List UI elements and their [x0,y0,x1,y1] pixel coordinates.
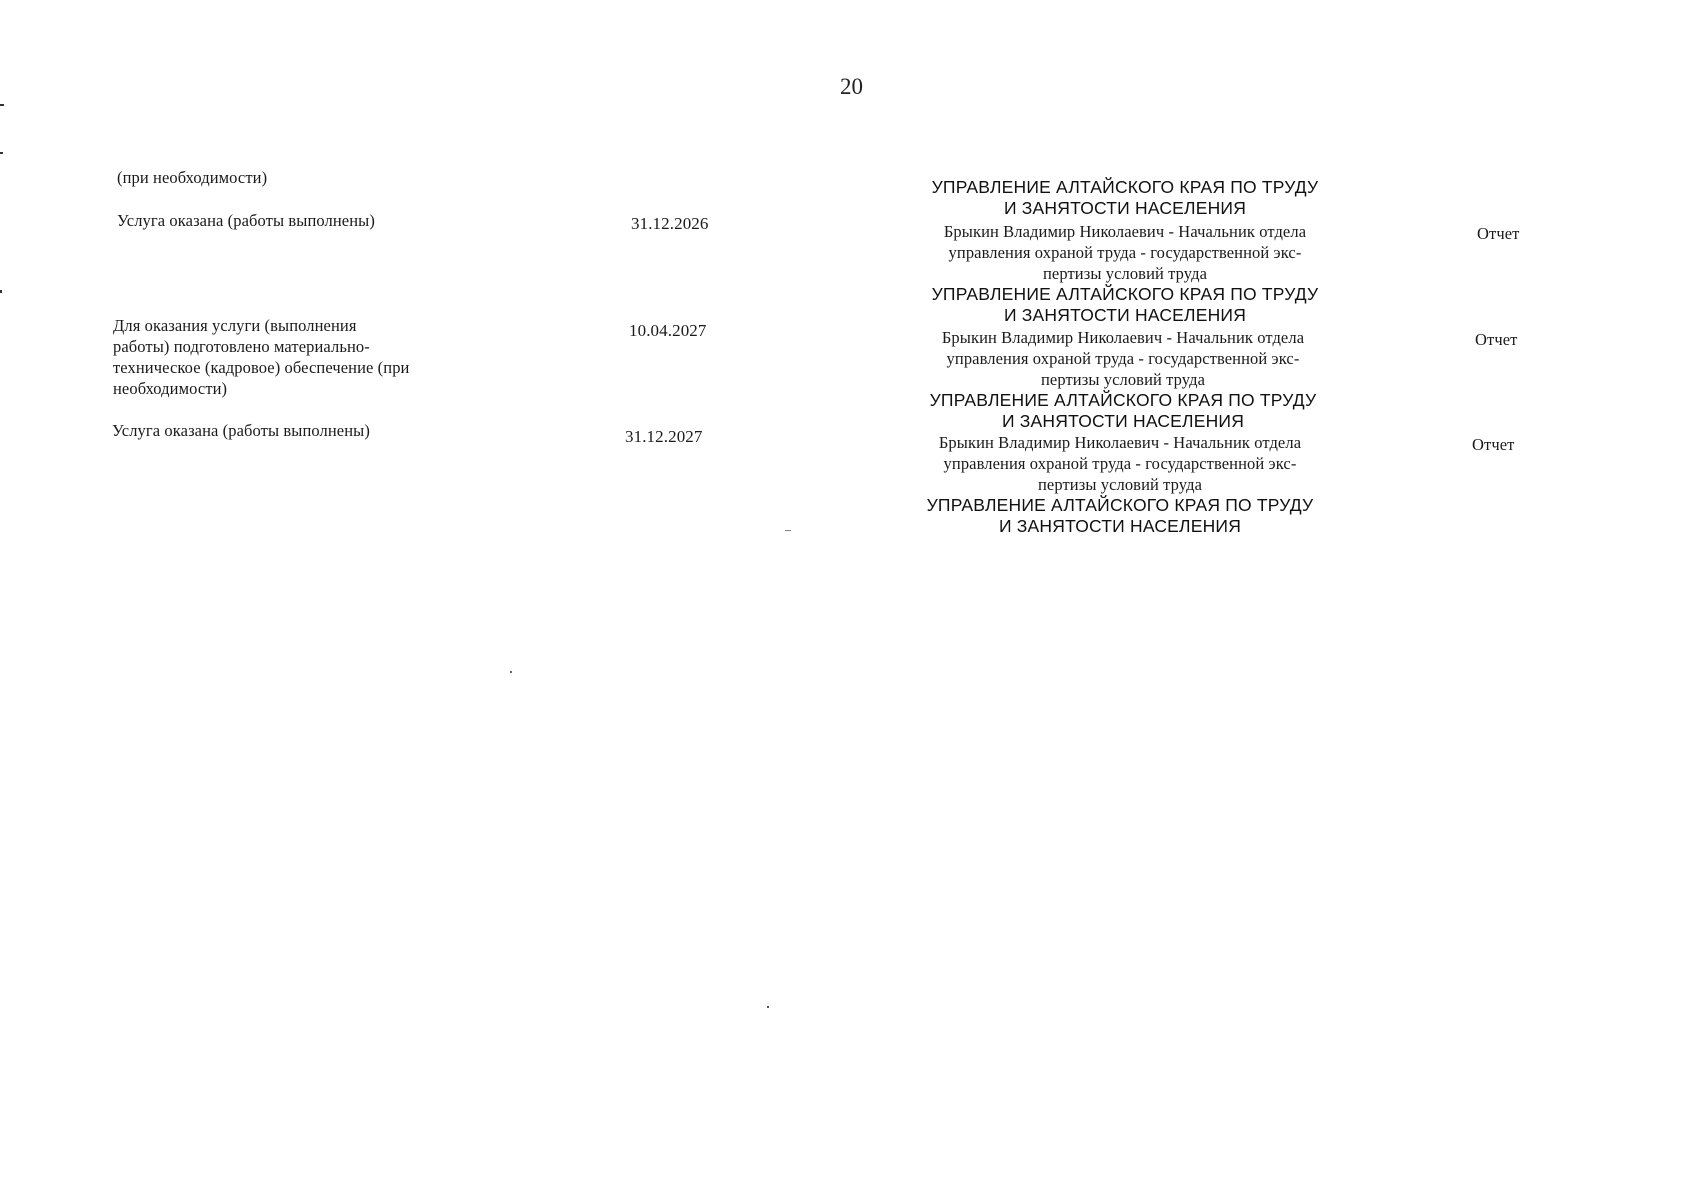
person-line: пертизы условий труда [1042,264,1208,283]
responsible-org-top [920,177,1330,219]
event-description: Услуга оказана (работы выполнены) [117,211,375,230]
org-line: И ЗАНЯТОСТИ НАСЕЛЕНИЯ [1001,411,1245,431]
scan-speck [767,1006,769,1008]
description-continued: (при необходимости) [117,168,268,187]
scan-speck [510,671,512,673]
person-line: управления охраной труда - государственной экс- [948,243,1302,262]
org-line: УПРАВЛЕНИЕ АЛТАЙСКОГО КРАЯ ПО ТРУДУ [931,284,1319,304]
person-line: управления охраной труда - государственной экс- [946,349,1300,368]
scan-speck [785,530,791,531]
event-result: Отчет [1477,224,1520,243]
org-line: УПРАВЛЕНИЕ АЛТАЙСКОГО КРАЯ ПО ТРУДУ [929,390,1317,410]
person-line: Брыкин Владимир Николаевич - Начальник отдела [941,328,1305,347]
responsible-cell [915,432,1325,537]
event-result: Отчет [1475,330,1518,349]
org-line: И ЗАНЯТОСТИ НАСЕЛЕНИЯ [998,516,1242,536]
person-line: Брыкин Владимир Николаевич - Начальник отдела [938,433,1302,452]
event-date: 10.04.2027 [629,321,707,340]
person-line: Брыкин Владимир Николаевич - Начальник отдела [943,222,1307,241]
responsible-cell [920,221,1330,326]
responsible-cell [918,327,1328,432]
person-line: пертизы условий труда [1037,475,1203,494]
org-line: УПРАВЛЕНИЕ АЛТАЙСКОГО КРАЯ ПО ТРУДУ [926,495,1314,515]
org-line: И ЗАНЯТОСТИ НАСЕЛЕНИЯ [1003,305,1247,325]
person-line: управления охраной труда - государственной экс- [943,454,1297,473]
scan-speck [0,290,2,293]
scan-speck [0,152,3,154]
page-number: 20 [840,74,863,99]
scan-speck [0,104,4,106]
event-date: 31.12.2026 [631,214,709,233]
person-line: пертизы условий труда [1040,370,1206,389]
event-description: Для оказания услуги (выполнения работы) подготовлено материально-техническое (кадровое) обеспечение (при необходимости) [113,316,410,398]
event-description: Услуга оказана (работы выполнены) [112,421,370,440]
event-date: 31.12.2027 [625,427,703,446]
org-line: УПРАВЛЕНИЕ АЛТАЙСКОГО КРАЯ ПО ТРУДУ [931,177,1319,197]
event-result: Отчет [1472,435,1515,454]
org-line: И ЗАНЯТОСТИ НАСЕЛЕНИЯ [1003,198,1247,218]
